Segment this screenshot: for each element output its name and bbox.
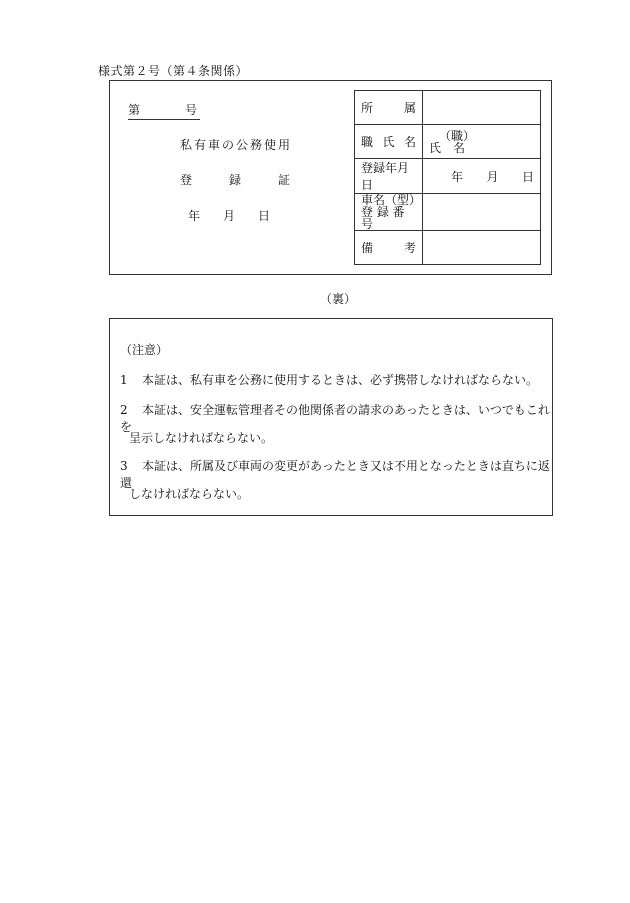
registration-certificate-front xyxy=(109,80,552,275)
certificate-number-prefix: 第 xyxy=(128,101,200,120)
registration-date-label: 登録年月日 xyxy=(355,159,423,194)
back-side-label: （裏） xyxy=(320,292,357,306)
table-row xyxy=(355,194,541,231)
title-name-value: （職） 氏 名 xyxy=(423,125,541,159)
table-row xyxy=(355,159,541,194)
notes-heading: （注意） xyxy=(120,343,169,357)
title-name-label: 職 氏 名 xyxy=(355,125,423,159)
registration-certificate-back xyxy=(109,318,553,516)
table-row xyxy=(355,125,541,159)
form-label: 様式第２号（第４条関係） xyxy=(98,64,249,78)
remarks-value xyxy=(423,231,541,265)
table-row xyxy=(355,231,541,265)
vehicle-label: 車名（型） 登 録 番 号 xyxy=(355,194,423,231)
certificate-title-line2: 登 録 証 xyxy=(180,173,290,187)
table-row xyxy=(355,91,541,125)
info-table xyxy=(354,90,541,265)
note-item: 3 本証は、所属及び車両の変更があったとき又は不用となったときは直ちに返還 xyxy=(120,459,550,490)
note-item: 1 本証は、私有車を公務に使用するときは、必ず携帯しなければならない。 xyxy=(120,373,539,387)
certificate-date-line: 年 月 日 xyxy=(188,209,270,223)
certificate-number: 第 号 xyxy=(128,101,200,120)
registration-date-value: 年 月 日 xyxy=(423,159,541,194)
affiliation-value xyxy=(423,91,541,125)
note-item-continuation: しなければならない。 xyxy=(129,487,250,501)
certificate-title-line1: 私有車の公務使用 xyxy=(180,138,293,152)
affiliation-label: 所 属 xyxy=(355,91,423,125)
vehicle-value xyxy=(423,194,541,231)
note-item: 2 本証は、安全運転管理者その他関係者の請求のあったときは、いつでもこれを xyxy=(120,403,550,434)
note-item-continuation: 呈示しなければならない。 xyxy=(129,431,274,445)
remarks-label: 備 考 xyxy=(355,231,423,265)
